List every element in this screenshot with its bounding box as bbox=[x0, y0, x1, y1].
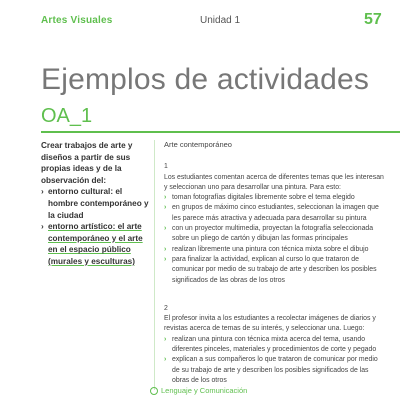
activity-2-step: › realizan una pintura con técnica mixta acerca del tema, usando diferentes pinceles, materiales y procedimientos de corte y pegado bbox=[164, 335, 384, 356]
objective-item-1: › entorno cultural: el hombre contemporáneo y la ciudad bbox=[41, 186, 149, 221]
objective-item-2-text: entorno artístico: el arte contemporáneo y el arte en el espacio público (murales y esculturas) bbox=[48, 222, 143, 266]
activity-2-intro: El profesor invita a los estudiantes a recolectar imágenes de diarios y revistas acerca de temas de su interés, y seleccionar una. Luego: bbox=[164, 315, 376, 333]
objective-item-2 bbox=[41, 221, 149, 267]
title-divider bbox=[41, 131, 400, 133]
activity-2-number: 2 bbox=[164, 304, 168, 312]
activity-1-step: › para finalizar la actividad, explican al curso lo que trataron de comunicar por medio de su trabajo de arte y describen los posibles significados de las obras de los otros bbox=[164, 255, 384, 286]
activities-heading: Arte contemporáneo bbox=[164, 140, 232, 149]
activity-1-step: › toman fotografías digitales libremente sobre el tema elegido bbox=[164, 193, 384, 203]
page-number: 57 bbox=[364, 11, 382, 28]
page-title: Ejemplos de actividades bbox=[41, 63, 370, 96]
objective-code: OA_1 bbox=[41, 105, 93, 127]
subject-link-label: Lenguaje y Comunicación bbox=[161, 386, 248, 395]
activity-2-step: › explican a sus compañeros lo que trataron de comunicar por medio de su trabajo de arte y describen los posibles significados de las obras de los otros bbox=[164, 355, 384, 386]
ring-icon bbox=[150, 387, 158, 395]
activity-1-number: 1 bbox=[164, 163, 168, 171]
activity-1-intro: Los estudiantes comentan acerca de diferentes temas que les interesan y seleccionan uno para desarrollar una pintura. Para esto: bbox=[164, 173, 384, 191]
activities-column bbox=[164, 140, 384, 386]
section-label: Artes Visuales bbox=[41, 15, 113, 26]
column-divider bbox=[154, 140, 155, 390]
activity-1-step: › con un proyector multimedia, proyectan la fotografía seleccionada sobre un pliego de cartón y dibujan las formas principales bbox=[164, 224, 384, 245]
subject-link[interactable] bbox=[150, 386, 247, 395]
unit-label: Unidad 1 bbox=[200, 15, 241, 26]
objective-column bbox=[41, 140, 149, 268]
activity-1-step: › en grupos de máximo cinco estudiantes, seleccionan la imagen que les parece más atractiva y adecuada para desarrollar su pintura bbox=[164, 203, 384, 224]
activity-1-step: › realizan libremente una pintura con técnica mixta sobre el dibujo bbox=[164, 245, 384, 255]
objective-intro: Crear trabajos de arte y diseños a partir de sus propias ideas y de la observación del: bbox=[41, 141, 133, 185]
